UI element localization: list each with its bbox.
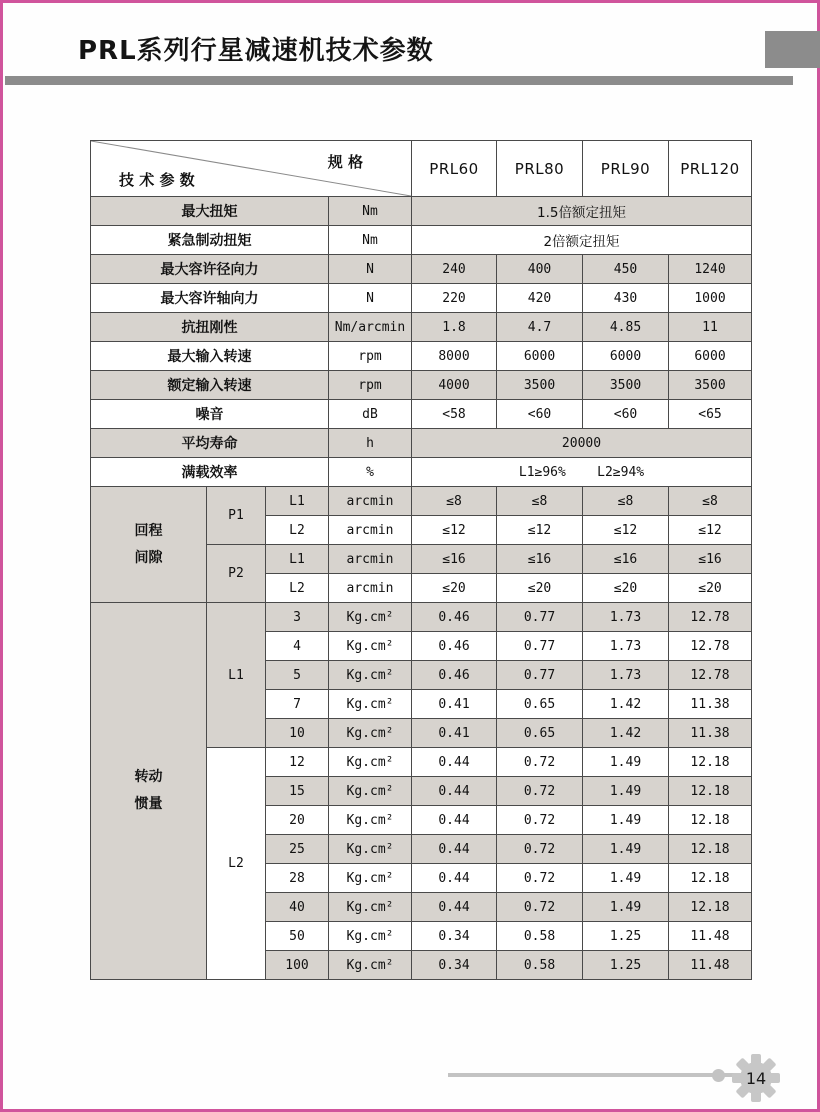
corner-decoration-block	[765, 31, 820, 68]
value-cell: ≤20	[497, 574, 583, 603]
value-cell: 430	[583, 284, 669, 313]
value-cell: <65	[669, 400, 752, 429]
unit-cell: Nm	[329, 197, 412, 226]
unit-cell: arcmin	[329, 516, 412, 545]
unit-cell: arcmin	[329, 574, 412, 603]
table-row	[91, 313, 752, 342]
value-cell: ≤8	[669, 487, 752, 516]
value-cell: 0.77	[497, 632, 583, 661]
unit-cell: Kg.cm²	[329, 603, 412, 632]
table-header-row	[91, 141, 752, 197]
value-cell: 1000	[669, 284, 752, 313]
unit-cell: h	[329, 429, 412, 458]
unit-cell: Kg.cm²	[329, 690, 412, 719]
value-cell: ≤20	[669, 574, 752, 603]
ratio-cell: 3	[266, 603, 329, 632]
value-cell: 11.38	[669, 690, 752, 719]
table-row	[91, 458, 752, 487]
grade-cell-p2: P2	[207, 545, 266, 603]
value-cell: 0.72	[497, 777, 583, 806]
value-cell: ≤8	[412, 487, 497, 516]
value-cell: ≤12	[412, 516, 497, 545]
value-cell: 1.49	[583, 835, 669, 864]
grade-cell-p1: P1	[207, 487, 266, 545]
value-cell: 12.78	[669, 603, 752, 632]
value-cell: 12.18	[669, 864, 752, 893]
table-row	[91, 255, 752, 284]
value-cell: ≤12	[669, 516, 752, 545]
value-cell: ≤8	[583, 487, 669, 516]
value-cell: 1.42	[583, 719, 669, 748]
value-cell: 0.44	[412, 748, 497, 777]
unit-cell: rpm	[329, 371, 412, 400]
unit-cell: Kg.cm²	[329, 922, 412, 951]
value-cell: 1.49	[583, 806, 669, 835]
value-cell: L1≥96% L2≥94%	[412, 458, 752, 487]
value-cell: ≤16	[412, 545, 497, 574]
value-cell: 12.18	[669, 806, 752, 835]
value-cell: 0.44	[412, 806, 497, 835]
unit-cell: Kg.cm²	[329, 864, 412, 893]
value-cell: 3500	[497, 371, 583, 400]
ratio-cell: 10	[266, 719, 329, 748]
table-row	[91, 197, 752, 226]
param-label: 额定输入转速	[91, 371, 329, 400]
value-cell: 0.46	[412, 603, 497, 632]
value-cell: 6000	[497, 342, 583, 371]
value-cell: 12.18	[669, 748, 752, 777]
value-cell: 4.85	[583, 313, 669, 342]
value-cell: 0.34	[412, 951, 497, 980]
ratio-cell: 40	[266, 893, 329, 922]
value-cell: 11.48	[669, 922, 752, 951]
backlash-section-label	[91, 487, 207, 603]
param-label: 最大容许轴向力	[91, 284, 329, 313]
value-cell: 400	[497, 255, 583, 284]
value-cell: 0.44	[412, 777, 497, 806]
inertia-label-line2: 惯量	[134, 796, 163, 812]
unit-cell: Kg.cm²	[329, 748, 412, 777]
table-row	[91, 487, 752, 516]
unit-cell: Kg.cm²	[329, 661, 412, 690]
table-row	[91, 400, 752, 429]
value-cell: 4.7	[497, 313, 583, 342]
table-row	[91, 284, 752, 313]
value-cell: 0.44	[412, 864, 497, 893]
value-cell: 3500	[583, 371, 669, 400]
ratio-cell: 100	[266, 951, 329, 980]
value-cell: 6000	[583, 342, 669, 371]
corner-param-label: 技 术 参 数	[119, 171, 195, 189]
value-cell: 2倍额定扭矩	[412, 226, 752, 255]
value-cell: ≤20	[583, 574, 669, 603]
value-cell: 0.46	[412, 632, 497, 661]
ratio-cell: 25	[266, 835, 329, 864]
value-cell: 1.25	[583, 951, 669, 980]
ratio-cell: 50	[266, 922, 329, 951]
title-underline	[5, 76, 793, 85]
level-cell: L2	[266, 516, 329, 545]
value-cell: 0.65	[497, 719, 583, 748]
table-row	[91, 603, 752, 632]
value-cell: 0.58	[497, 922, 583, 951]
value-cell: 0.46	[412, 661, 497, 690]
unit-cell: Nm	[329, 226, 412, 255]
value-cell: ≤12	[583, 516, 669, 545]
page-title: PRL系列行星减速机技术参数	[78, 36, 434, 66]
table-row	[91, 226, 752, 255]
unit-cell: rpm	[329, 342, 412, 371]
ratio-cell: 7	[266, 690, 329, 719]
ratio-cell: 12	[266, 748, 329, 777]
footer-rule	[448, 1073, 734, 1077]
value-cell: 11.38	[669, 719, 752, 748]
param-label: 满载效率	[91, 458, 329, 487]
value-cell: 240	[412, 255, 497, 284]
value-cell: ≤8	[497, 487, 583, 516]
value-cell: 450	[583, 255, 669, 284]
value-cell: 3500	[669, 371, 752, 400]
inertia-section-label	[91, 603, 207, 980]
value-cell: 0.77	[497, 661, 583, 690]
unit-cell: Kg.cm²	[329, 719, 412, 748]
level-group-l1: L1	[207, 603, 266, 748]
ratio-cell: 28	[266, 864, 329, 893]
spec-table	[90, 140, 752, 980]
value-cell: <60	[583, 400, 669, 429]
unit-cell: N	[329, 255, 412, 284]
value-cell: 0.41	[412, 719, 497, 748]
value-cell: 0.72	[497, 893, 583, 922]
backlash-label-line2: 间隙	[134, 549, 163, 566]
unit-cell: Kg.cm²	[329, 632, 412, 661]
value-cell: 0.72	[497, 835, 583, 864]
ratio-cell: 20	[266, 806, 329, 835]
unit-cell: Kg.cm²	[329, 835, 412, 864]
value-cell: 0.44	[412, 893, 497, 922]
value-cell: ≤16	[583, 545, 669, 574]
value-cell: 0.77	[497, 603, 583, 632]
value-cell: 12.18	[669, 893, 752, 922]
param-label: 最大输入转速	[91, 342, 329, 371]
value-cell: 11	[669, 313, 752, 342]
value-cell: 0.58	[497, 951, 583, 980]
value-cell: 1.73	[583, 661, 669, 690]
model-header-prl60: PRL60	[412, 141, 497, 197]
value-cell: 1.25	[583, 922, 669, 951]
value-cell: 0.65	[497, 690, 583, 719]
value-cell: 0.41	[412, 690, 497, 719]
unit-cell: Kg.cm²	[329, 777, 412, 806]
table-row	[91, 429, 752, 458]
unit-cell: N	[329, 284, 412, 313]
table-row	[91, 371, 752, 400]
value-cell: 6000	[669, 342, 752, 371]
param-label: 最大扭矩	[91, 197, 329, 226]
value-cell: 420	[497, 284, 583, 313]
unit-cell: arcmin	[329, 545, 412, 574]
ratio-cell: 5	[266, 661, 329, 690]
model-header-prl90: PRL90	[583, 141, 669, 197]
unit-cell: %	[329, 458, 412, 487]
value-cell: <58	[412, 400, 497, 429]
value-cell: 1.73	[583, 632, 669, 661]
footer-rule-dot	[712, 1069, 725, 1082]
value-cell: 1.49	[583, 893, 669, 922]
value-cell: 12.78	[669, 632, 752, 661]
value-cell: 12.18	[669, 835, 752, 864]
value-cell: 4000	[412, 371, 497, 400]
value-cell: 12.78	[669, 661, 752, 690]
table-row	[91, 342, 752, 371]
param-label: 抗扭刚性	[91, 313, 329, 342]
value-cell: 1.5倍额定扭矩	[412, 197, 752, 226]
level-cell: L2	[266, 574, 329, 603]
value-cell: 1.42	[583, 690, 669, 719]
param-label: 紧急制动扭矩	[91, 226, 329, 255]
unit-cell: arcmin	[329, 487, 412, 516]
value-cell: <60	[497, 400, 583, 429]
page-number-gear-icon	[731, 1053, 781, 1103]
value-cell: 220	[412, 284, 497, 313]
value-cell: 12.18	[669, 777, 752, 806]
param-label: 最大容许径向力	[91, 255, 329, 284]
value-cell: 11.48	[669, 951, 752, 980]
page-number: 14	[745, 1068, 767, 1088]
value-cell: ≤20	[412, 574, 497, 603]
unit-cell: Kg.cm²	[329, 806, 412, 835]
unit-cell: Kg.cm²	[329, 951, 412, 980]
backlash-label-line1: 回程	[134, 522, 163, 539]
value-cell: 0.72	[497, 748, 583, 777]
ratio-cell: 15	[266, 777, 329, 806]
param-label: 平均寿命	[91, 429, 329, 458]
model-header-prl120: PRL120	[669, 141, 752, 197]
value-cell: 0.34	[412, 922, 497, 951]
value-cell: 1.49	[583, 748, 669, 777]
value-cell: 1240	[669, 255, 752, 284]
value-cell: 1.73	[583, 603, 669, 632]
corner-cell	[91, 141, 412, 197]
value-cell: 0.44	[412, 835, 497, 864]
value-cell: 1.49	[583, 864, 669, 893]
value-cell: 20000	[412, 429, 752, 458]
inertia-label-line1: 转动	[134, 769, 163, 786]
value-cell: 8000	[412, 342, 497, 371]
model-header-prl80: PRL80	[497, 141, 583, 197]
unit-cell: dB	[329, 400, 412, 429]
level-cell: L1	[266, 487, 329, 516]
unit-cell: Kg.cm²	[329, 893, 412, 922]
value-cell: ≤12	[497, 516, 583, 545]
value-cell: ≤16	[669, 545, 752, 574]
param-label: 噪音	[91, 400, 329, 429]
value-cell: 0.72	[497, 864, 583, 893]
value-cell: 1.49	[583, 777, 669, 806]
level-group-l2: L2	[207, 748, 266, 980]
corner-spec-label: 规 格	[327, 153, 363, 171]
value-cell: ≤16	[497, 545, 583, 574]
value-cell: 0.72	[497, 806, 583, 835]
level-cell: L1	[266, 545, 329, 574]
value-cell: 1.8	[412, 313, 497, 342]
ratio-cell: 4	[266, 632, 329, 661]
unit-cell: Nm/arcmin	[329, 313, 412, 342]
